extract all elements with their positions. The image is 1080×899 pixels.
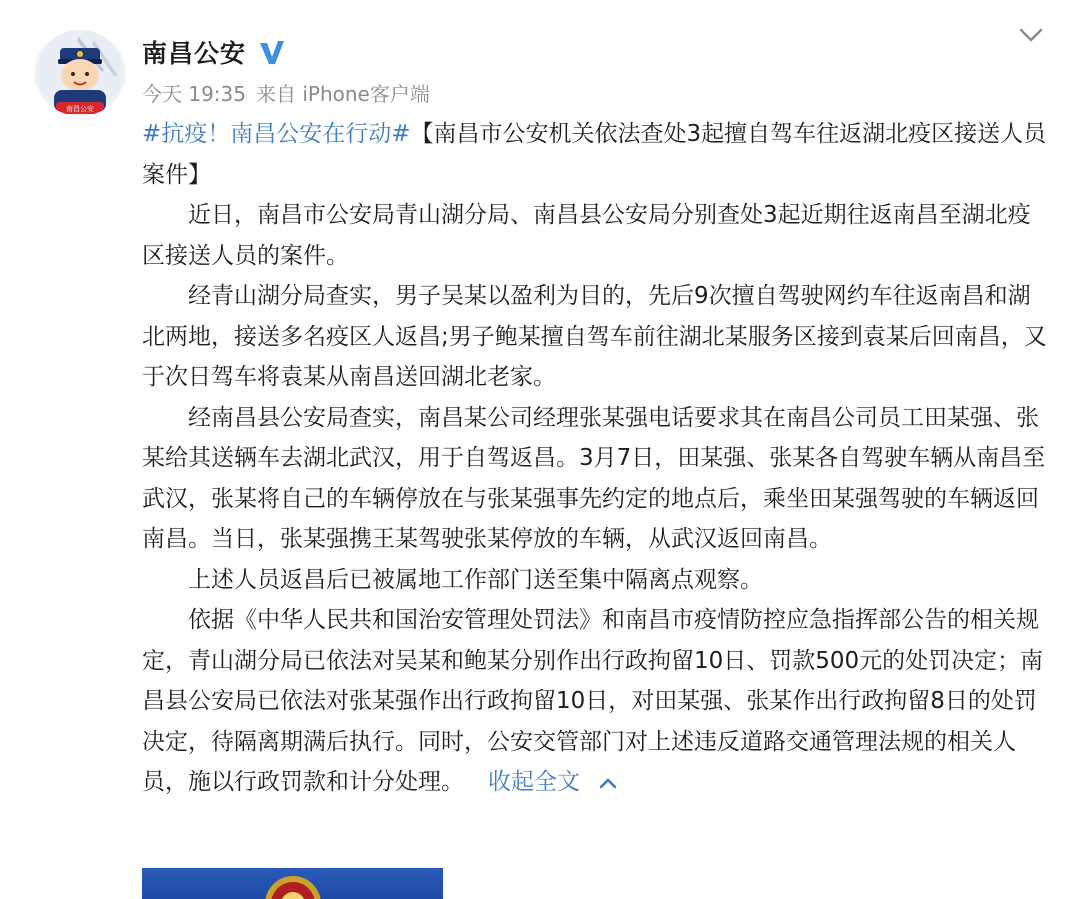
post-body <box>142 114 1047 803</box>
post-paragraph: 经南昌县公安局查实，南昌某公司经理张某强电话要求其在南昌公司员工田某强、张某给其送辆车去湖北武汉，用于自驾返昌。3月7日，田某强、张某各自驾驶车辆从南昌至武汉，张某将自己的车辆停放在与张某强事先约定的地点后，乘坐田某强驾驶的车辆返回南昌。当日，张某强携王某驾驶张某停放的车辆，从武汉返回南昌。 <box>142 404 1046 552</box>
post-source: 来自 iPhone客户端 <box>256 82 430 106</box>
post-timestamp: 今天 19:35 <box>142 82 246 106</box>
collapse-full-text-link[interactable] <box>488 769 618 795</box>
post-paragraph: 近日，南昌市公安局青山湖分局、南昌县公安局分别查处3起近期往返南昌至湖北疫区接送人员的案件。 <box>142 202 1031 269</box>
post-image-thumbnail[interactable] <box>142 868 443 899</box>
chevron-down-icon[interactable] <box>1018 22 1044 48</box>
avatar[interactable] <box>34 30 126 116</box>
police-emblem-icon <box>263 874 323 899</box>
post-paragraph: 经青山湖分局查实，男子吴某以盈利为目的，先后9次擅自驾驶网约车往返南昌和湖北两地，接送多名疫区人返昌;男子鲍某擅自驾车前往湖北某服务区接到袁某后回南昌，又于次日驾车将袁某从南昌送回湖北老家。 <box>142 283 1047 390</box>
post-title-line <box>142 114 1047 195</box>
post-paragraph-last <box>142 600 1047 803</box>
collapse-label: 收起全文 <box>488 769 580 795</box>
username-row <box>142 32 286 72</box>
post-meta <box>142 78 430 107</box>
post-title: 【南昌市公安机关依法查处3起擅自驾车往返湖北疫区接送人员案件】 <box>142 121 1047 188</box>
police-cartoon-avatar-icon <box>34 30 126 116</box>
verified-badge-icon <box>256 37 286 67</box>
username[interactable]: 南昌公安 <box>142 39 247 68</box>
post-paragraph: 上述人员返昌后已被属地工作部门送至集中隔离点观察。 <box>188 566 763 593</box>
svg-text:南昌公安: 南昌公安 <box>66 105 94 113</box>
post-header <box>0 0 1080 120</box>
post-paragraph-text: 依据《中华人民共和国治安管理处罚法》和南昌市疫情防控应急指挥部公告的相关规定，青山湖分局已依法对吴某和鲍某分别作出行政拘留10日、罚款500元的处罚决定；南昌县公安局已依法对张某强作出行政拘留10日，对田某强、张某作出行政拘留8日的处罚决定，待隔离期满后执行。同时，公安交管部门对上述违反道路交通管理法规的相关人员，施以行政罚款和计分处理。 <box>142 607 1044 795</box>
chevron-up-icon <box>598 776 618 790</box>
hashtag-link[interactable]: #抗疫！南昌公安在行动# <box>142 121 411 147</box>
